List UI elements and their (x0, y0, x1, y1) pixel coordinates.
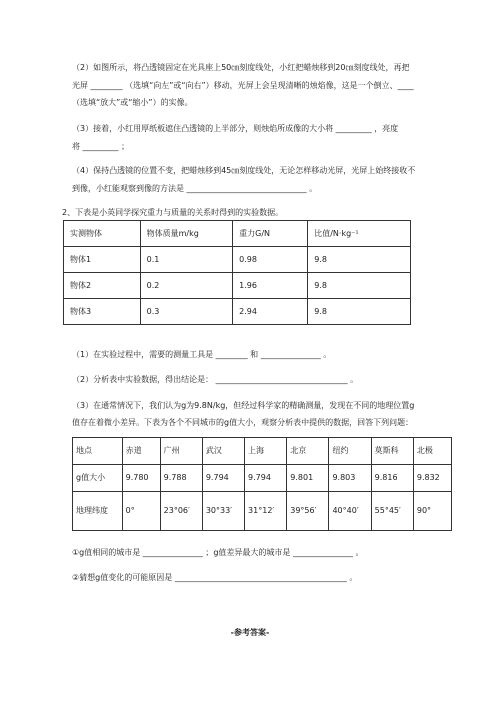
table-cell: 9.794 (245, 465, 287, 492)
table-row (73, 492, 452, 531)
table-cell: 9.832 (413, 465, 451, 492)
q1-part4-line1: （4）保持凸透镜的位置不变，把蜡烛移到45㎝刻度线处，无论怎样移动光屏，光屏上始终接收不 (72, 166, 416, 175)
table-cell: 9.8 (308, 273, 411, 299)
table-cell: 9.8 (308, 299, 411, 325)
table-cell: 北极 (413, 438, 451, 465)
table-header-cell: 比值/N·kg⁻¹ (308, 221, 411, 247)
table-cell: 9.801 (287, 465, 329, 492)
table-cell: 武汉 (202, 438, 244, 465)
table-cell: 物体1 (64, 247, 141, 273)
gravity-mass-table (63, 220, 411, 325)
table-cell: 地理纬度 (73, 492, 123, 531)
table-cell: 9.794 (202, 465, 244, 492)
table-header-cell: 重力G/N (233, 221, 308, 247)
table-cell: 0.1 (140, 247, 232, 273)
table-row (73, 438, 452, 465)
table-cell: g值大小 (73, 465, 123, 492)
table-cell: 40°40′ (329, 492, 371, 531)
table-cell: 物体2 (64, 273, 141, 299)
table-cell: 9.8 (308, 247, 411, 273)
q2-answer2: ②猜想g值变化的可能原因是 ___________________________________________ 。 (72, 573, 358, 582)
table-cell: 赤道 (122, 438, 160, 465)
table-cell: 9.780 (122, 465, 160, 492)
table-cell: 2.94 (233, 299, 308, 325)
table-cell: 上海 (245, 438, 287, 465)
q1-part2-line2: 光屏 ________ （选填“向左”或“向右”）移动，光屏上会呈现清晰的烛焰像，这是一个倒立、____ (72, 81, 414, 90)
table-cell: 纽约 (329, 438, 371, 465)
q1-part3-line1: （3）接着，小红用厚纸板遮住凸透镜的上半部分，则烛焰所成像的大小将 _________ ，亮度 (72, 124, 399, 133)
table-cell: 0° (122, 492, 160, 531)
table-cell: 55°45′ (371, 492, 413, 531)
table-header-cell: 物体质量m/kg (140, 221, 232, 247)
table-cell: 物体3 (64, 299, 141, 325)
q2-sub2: （2）分析表中实验数据，得出结论是： _________________________________ 。 (72, 375, 359, 384)
q2-sub3-line2: 值存在着微小差异。下表为各个不同城市的g值大小，观察分析表中提供的数据，回答下列问题： (72, 418, 414, 427)
q2-answer1: ①g值相同的城市是 _______________ ；g值差异最大的城市是 _______________ 。 (72, 548, 364, 557)
answer-heading: -参考答案- (230, 628, 270, 637)
table-cell: 莫斯科 (371, 438, 413, 465)
table-cell: 广州 (160, 438, 202, 465)
city-gravity-table (72, 437, 452, 531)
table-cell: 地点 (73, 438, 123, 465)
q2-sub1: （1）在实验过程中，需要的测量工具是 ________ 和 _______________ 。 (72, 350, 332, 359)
table-cell: 9.816 (371, 465, 413, 492)
table-cell: 0.2 (140, 273, 232, 299)
table-cell: 1.96 (233, 273, 308, 299)
table-row (73, 465, 452, 492)
table-cell: 北京 (287, 438, 329, 465)
q2-intro: 2、下表是小英同学探究重力与质量的关系时得到的实验数据。 (62, 208, 284, 217)
table-row (64, 299, 411, 325)
q1-part3-line2: 将 _________ ； (72, 142, 130, 151)
q1-part2-line1: （2）如图所示，将凸透镜固定在光具座上50㎝刻度线处，小红把蜡烛移到20㎝刻度线处，再把 (72, 63, 410, 72)
table-header-cell: 实测物体 (64, 221, 141, 247)
table-cell: 9.788 (160, 465, 202, 492)
table-cell: 0.3 (140, 299, 232, 325)
table-cell: 30°33′ (202, 492, 244, 531)
table-cell: 0.98 (233, 247, 308, 273)
table-cell: 90° (413, 492, 451, 531)
table-header-row (64, 221, 411, 247)
q1-part4-line2: 到像，小红能观察到像的方法是 ______________________________ 。 (72, 184, 318, 193)
table-cell: 9.803 (329, 465, 371, 492)
table-row (64, 273, 411, 299)
q1-part2-line3: （选填“放大”或“缩小”）的实像。 (72, 98, 193, 107)
q2-sub3-line1: （3）在通常情况下，我们认为g为9.8N/kg，但经过科学家的精确测量，发现在不同的地理位置g (72, 401, 415, 410)
table-cell: 23°06′ (160, 492, 202, 531)
table-cell: 31°12′ (245, 492, 287, 531)
table-row (64, 247, 411, 273)
table-cell: 39°56′ (287, 492, 329, 531)
